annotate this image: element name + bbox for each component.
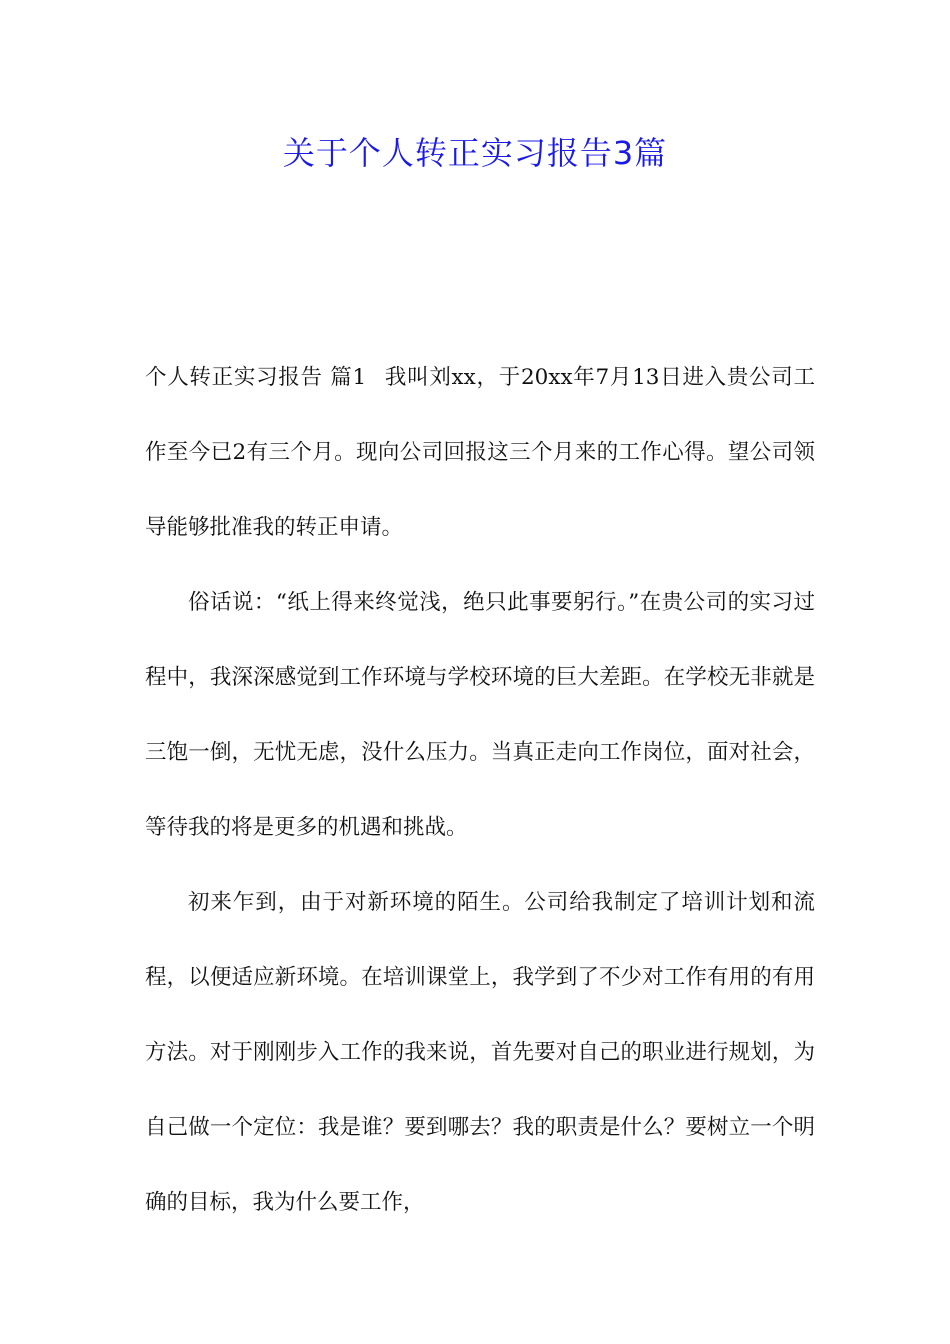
paragraph-2: 俗话说：“纸上得来终觉浅，绝只此事要躬行。”在贵公司的实习过程中，我深深感觉到工作环境与学校环境的巨大差距。在学校无非就是三饱一倒，无忧无虑，没什么压力。当真正走向工作岗位，面对社会，等待我的将是更多的机遇和挑战。	[145, 590, 815, 840]
paragraph-1-text: 我叫刘xx，于20xx年7月13日进入贵公司工作至今已2有三个月。现向公司回报这三个月来的工作心得。望公司领导能够批准我的转正申请。	[145, 365, 815, 540]
document-body	[145, 340, 815, 1240]
paragraph-3: 初来乍到，由于对新环境的陌生。公司给我制定了培训计划和流程，以便适应新环境。在培训课堂上，我学到了不少对工作有用的有用方法。对于刚刚步入工作的我来说，首先要对自己的职业进行规划，为自己做一个定位：我是谁？要到哪去？我的职责是什么？要树立一个明确的目标，我为什么要工作，	[145, 890, 815, 1215]
section-heading: 个人转正实习报告 篇1	[145, 365, 367, 390]
paragraph-1	[145, 340, 815, 565]
document-title: 关于个人转正实习报告3篇	[282, 134, 668, 172]
